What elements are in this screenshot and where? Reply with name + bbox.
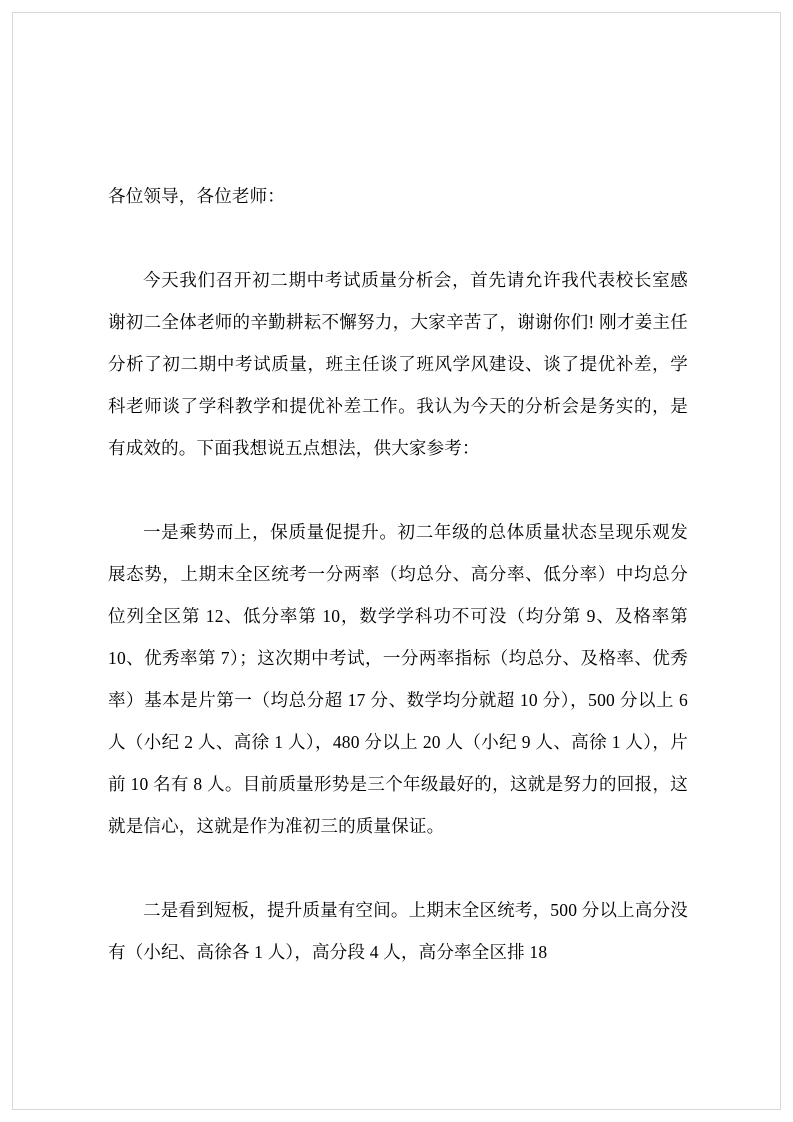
document-body [108,175,688,973]
paragraph-point-one: 一是乘势而上，保质量促提升。初二年级的总体质量状态呈现乐观发展态势，上期末全区统考一分两率（均总分、高分率、低分率）中均总分位列全区第 12、低分率第 10，数学学科功不可没（均分第 9、及格率第 10、优秀率第 7）；这次期中考试，一分两率指标（均总分、及格率、优秀率）基本是片第一（均总分超 17 分、数学均分就超 10 分），500 分以上 6 人（小纪 2 人、高徐 1 人），480 分以上 20 人（小纪 9 人、高徐 1 人），片前 10 名有 8 人。目前质量形势是三个年级最好的，这就是努力的回报，这就是信心，这就是作为准初三的质量保证。 [108,522,688,836]
paragraph-salutation: 各位领导，各位老师： [108,186,285,206]
paragraph-opening: 今天我们召开初二期中考试质量分析会，首先请允许我代表校长室感谢初二全体老师的辛勤耕耘不懈努力，大家辛苦了，谢谢你们! 刚才姜主任分析了初二期中考试质量，班主任谈了班风学风建设、谈了提优补差，学科老师谈了学科教学和提优补差工作。我认为今天的分析会是务实的，是有成效的。下面我想说五点想法，供大家参考： [108,270,688,458]
paragraph-spacer [108,469,688,511]
paragraph-spacer [108,847,688,889]
paragraph-spacer [108,217,688,259]
paragraph-point-two: 二是看到短板，提升质量有空间。上期末全区统考，500 分以上高分没有（小纪、高徐各 1 人），高分段 4 人，高分率全区排 18 [108,900,688,962]
